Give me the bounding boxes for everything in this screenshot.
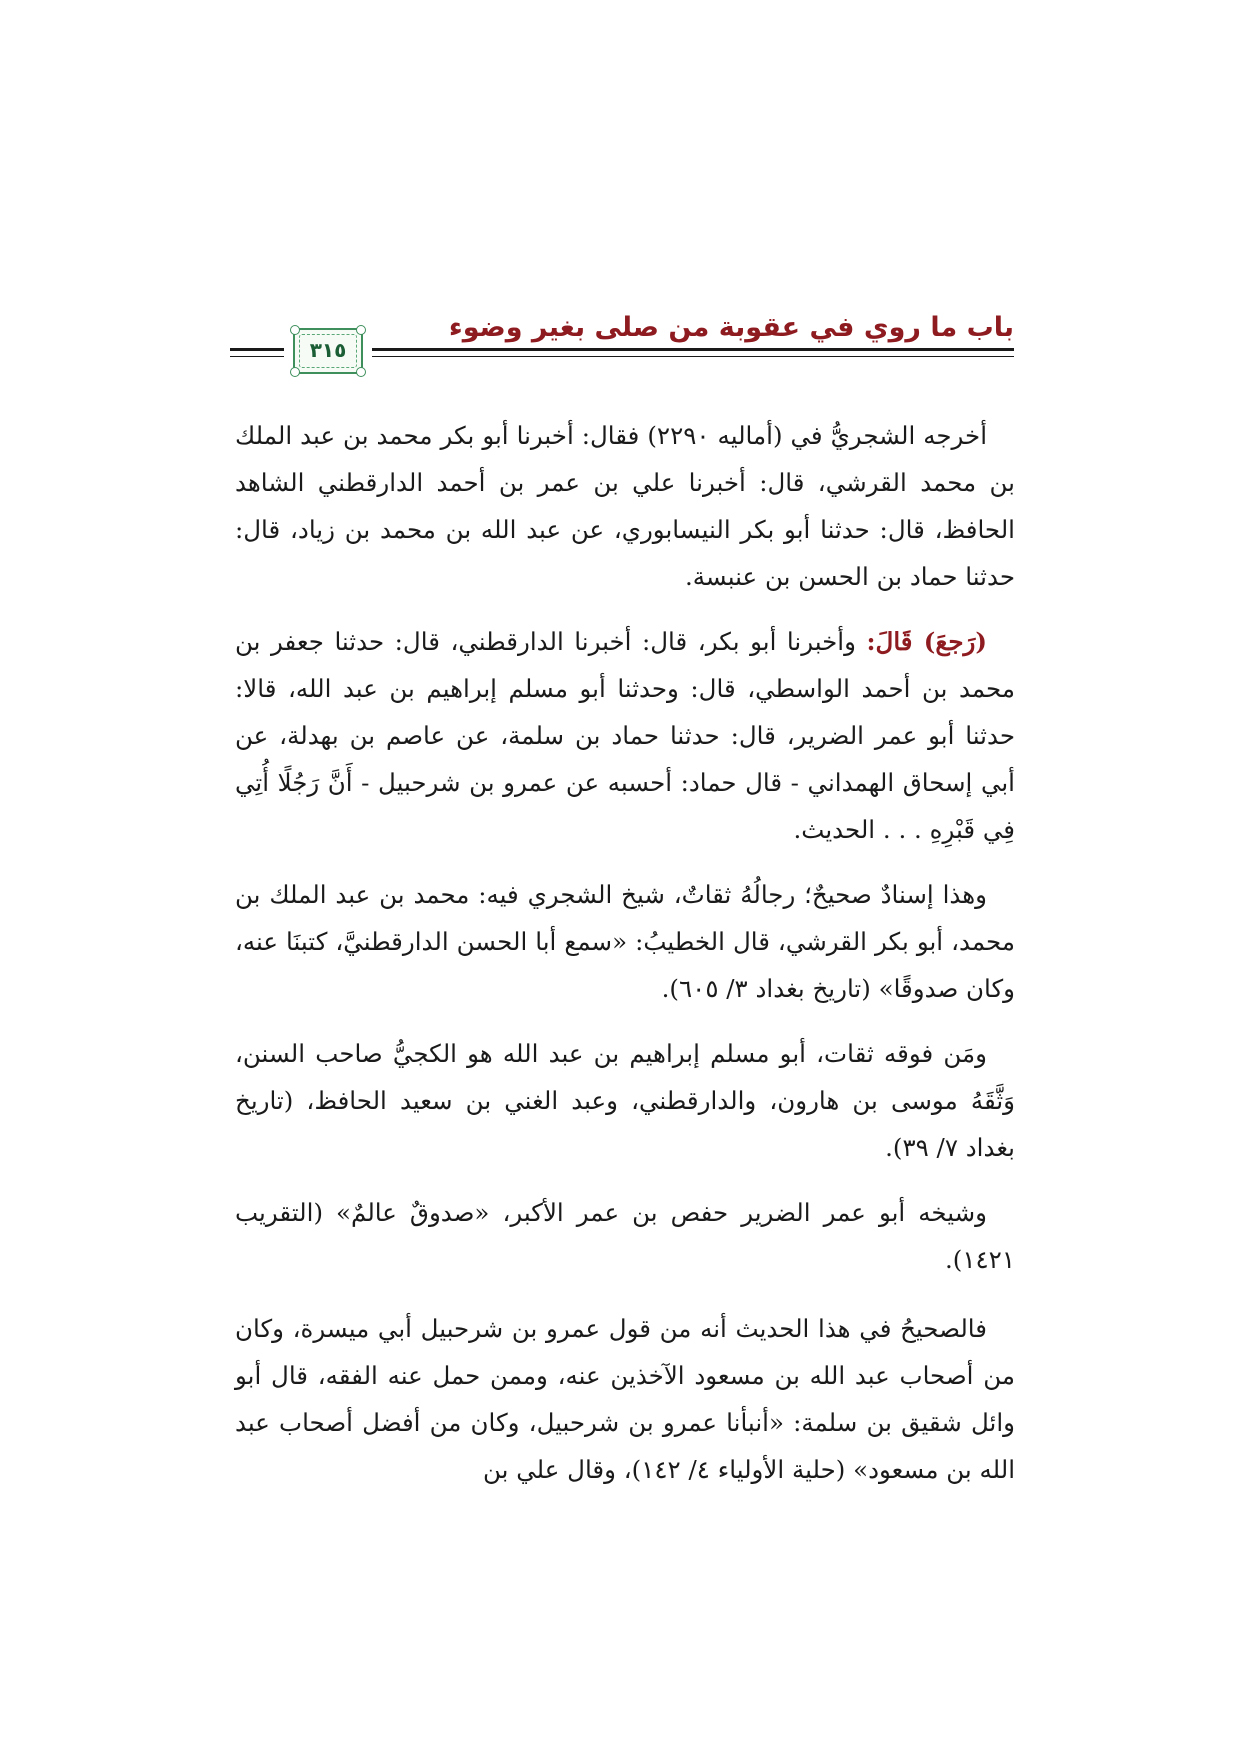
paragraph-3	[235, 871, 1015, 1012]
corner-ornament-icon	[290, 325, 300, 335]
paragraph-6	[235, 1305, 1015, 1493]
paragraph-1	[235, 412, 1015, 600]
paragraph-4	[235, 1030, 1015, 1171]
header-rule-thick-left	[230, 348, 284, 351]
narration-marker: (رَجعَ) قَالَ:	[866, 627, 987, 656]
corner-ornament-icon	[290, 367, 300, 377]
page-number: ٣١٥	[309, 338, 347, 362]
header-rule-thin-left	[230, 356, 284, 357]
main-text	[235, 412, 1015, 1511]
paragraph-text: أخرجه الشجريُّ في (أماليه ٢٢٩٠) فقال: أخبرنا أبو بكر محمد بن عبد الملك بن محمد القرشي، قال: أخبرنا علي بن عمر بن أحمد الدارقطني الشاهد الحافظ، قال: حدثنا أبو بكر النيسابوري، عن عبد الله بن محمد بن زياد، قال: حدثنا حماد بن الحسن بن عنبسة.	[235, 421, 1015, 591]
paragraph-text: فالصحيحُ في هذا الحديث أنه من قول عمرو بن شرحبيل أبي ميسرة، وكان من أصحاب عبد الله بن مسعود الآخذين عنه، وممن حمل عنه الفقه، قال أبو وائل شقيق بن سلمة: «أنبأنا عمرو بن شرحبيل، وكان من أفضل أصحاب عبد الله بن مسعود» (حلية الأولياء ٤/ ١٤٢)، وقال علي بن	[235, 1314, 1015, 1484]
paragraph-text: ومَن فوقه ثقات، أبو مسلم إبراهيم بن عبد الله هو الكجيُّ صاحب السنن، وَثَّقَهُ موسى بن هارون، والدارقطني، وعبد الغني بن سعيد الحافظ، (تاريخ بغداد ٧/ ٣٩).	[235, 1039, 1015, 1162]
paragraph-2	[235, 618, 1015, 853]
corner-ornament-icon	[356, 367, 366, 377]
paragraph-text: وهذا إسنادٌ صحيحٌ؛ رجالُهُ ثقاتٌ، شيخ الشجري فيه: محمد بن عبد الملك بن محمد، أبو بكر القرشي، قال الخطيبُ: «سمع أبا الحسن الدارقطنيَّ، كتبنَا عنه، وكان صدوقًا» (تاريخ بغداد ٣/ ٦٠٥).	[235, 880, 1015, 1003]
header-rule-thick-right	[372, 348, 1014, 351]
paragraph-text: وأخبرنا أبو بكر، قال: أخبرنا الدارقطني، قال: حدثنا جعفر بن محمد بن أحمد الواسطي، قال: وحدثنا أبو مسلم إبراهيم بن عبد الله، قالا: حدثنا أبو عمر الضرير، قال: حدثنا حماد بن سلمة، عن عاصم بن بهدلة، عن أبي إسحاق الهمداني - قال حماد: أحسبه عن عمرو بن شرحبيل - أَنَّ رَجُلًا أُتِي فِي قَبْرِهِ . . . الحديث.	[235, 627, 1015, 844]
running-header	[230, 300, 1014, 384]
corner-ornament-icon	[356, 325, 366, 335]
paragraph-5	[235, 1189, 1015, 1283]
page-number-box	[293, 328, 363, 374]
header-rule-thin-right	[372, 356, 1014, 357]
paragraph-text: وشيخه أبو عمر الضرير حفص بن عمر الأكبر، «صدوقٌ عالمٌ» (التقريب ١٤٢١).	[235, 1198, 1015, 1274]
chapter-title: باب ما روي في عقوبة من صلى بغير وضوء	[448, 312, 1014, 343]
